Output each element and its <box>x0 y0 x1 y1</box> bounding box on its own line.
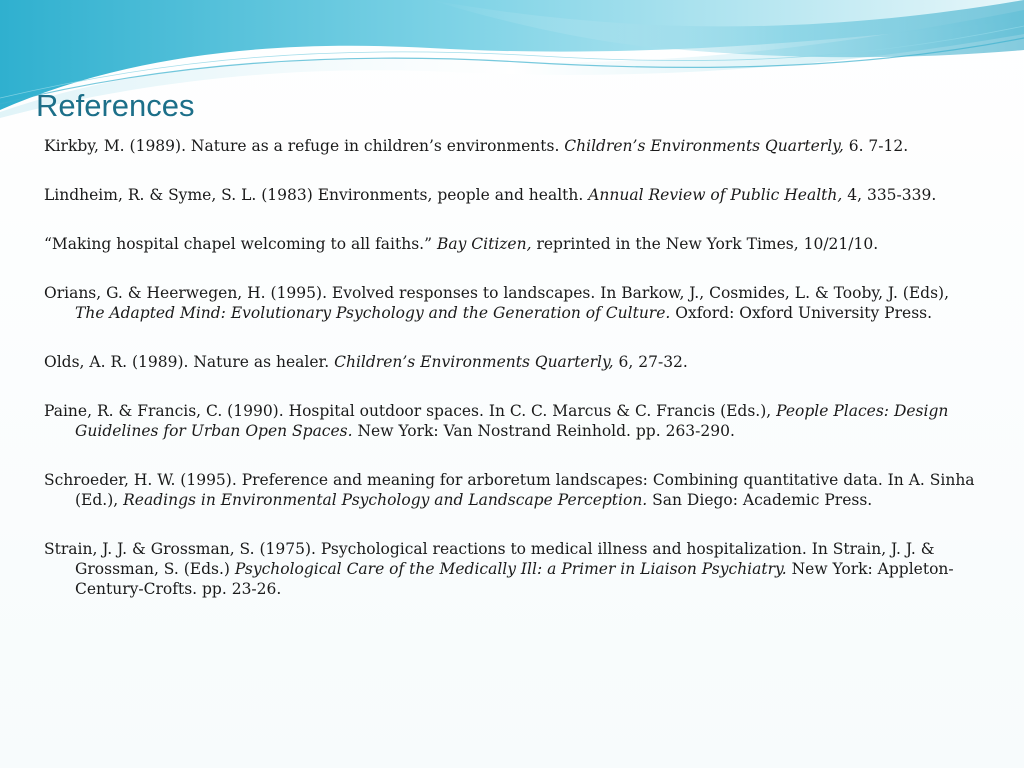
reference-details: 4, 335-339. <box>842 186 937 204</box>
reference-item <box>44 470 979 510</box>
reference-item <box>44 352 979 372</box>
reference-source: Psychological Care of the Medically Ill: a Primer in Liaison Psychiatry. <box>234 560 787 578</box>
reference-source: Children’s Environments Quarterly, <box>564 137 844 155</box>
reference-text: Paine, R. & Francis, C. (1990). Hospital outdoor spaces. In C. C. Marcus & C. Francis (Eds.), <box>44 402 777 420</box>
reference-item <box>44 234 979 254</box>
reference-text: Lindheim, R. & Syme, S. L. (1983) Environments, people and health. <box>44 186 589 204</box>
reference-source: The Adapted Mind: Evolutionary Psychology and the Generation of Culture. <box>75 304 671 322</box>
reference-list <box>44 136 979 628</box>
reference-text: Strain, J. J. & Grossman, S. (1975). Psychological reactions to medical illness and hospitalization. In Strain, J. J. & Grossman, S. (Eds.) <box>44 540 935 578</box>
reference-details: San Diego: Academic Press. <box>647 491 873 509</box>
reference-text: Olds, A. R. (1989). Nature as healer. <box>44 353 335 371</box>
slide-title: References <box>36 88 195 123</box>
reference-text: “Making hospital chapel welcoming to all faiths.” <box>44 235 437 253</box>
reference-source: Bay Citizen, <box>436 235 532 253</box>
reference-details: New York: Appleton-Century-Crofts. pp. 23-26. <box>75 560 954 598</box>
reference-text: Kirkby, M. (1989). Nature as a refuge in children’s environments. <box>44 137 565 155</box>
reference-source: Annual Review of Public Health, <box>588 186 843 204</box>
reference-text: Orians, G. & Heerwegen, H. (1995). Evolved responses to landscapes. In Barkow, J., Cosmides, L. & Tooby, J. (Eds), <box>44 284 950 302</box>
reference-source: Children’s Environments Quarterly, <box>334 353 614 371</box>
reference-item <box>44 136 979 156</box>
reference-details: New York: Van Nostrand Reinhold. pp. 263-290. <box>352 422 735 440</box>
reference-item <box>44 283 979 323</box>
reference-item <box>44 185 979 205</box>
reference-source: Readings in Environmental Psychology and Landscape Perception. <box>123 491 648 509</box>
reference-details: Oxford: Oxford University Press. <box>670 304 933 322</box>
reference-details: 6, 27-32. <box>613 353 688 371</box>
reference-item <box>44 539 979 599</box>
reference-details: reprinted in the New York Times, 10/21/10. <box>531 235 879 253</box>
reference-source: People Places: Design Guidelines for Urban Open Spaces. <box>75 402 949 440</box>
reference-details: 6. 7-12. <box>843 137 909 155</box>
reference-item <box>44 401 979 441</box>
reference-text: Schroeder, H. W. (1995). Preference and meaning for arboretum landscapes: Combining quantitative data. In A. Sinha (Ed.), <box>44 471 975 509</box>
